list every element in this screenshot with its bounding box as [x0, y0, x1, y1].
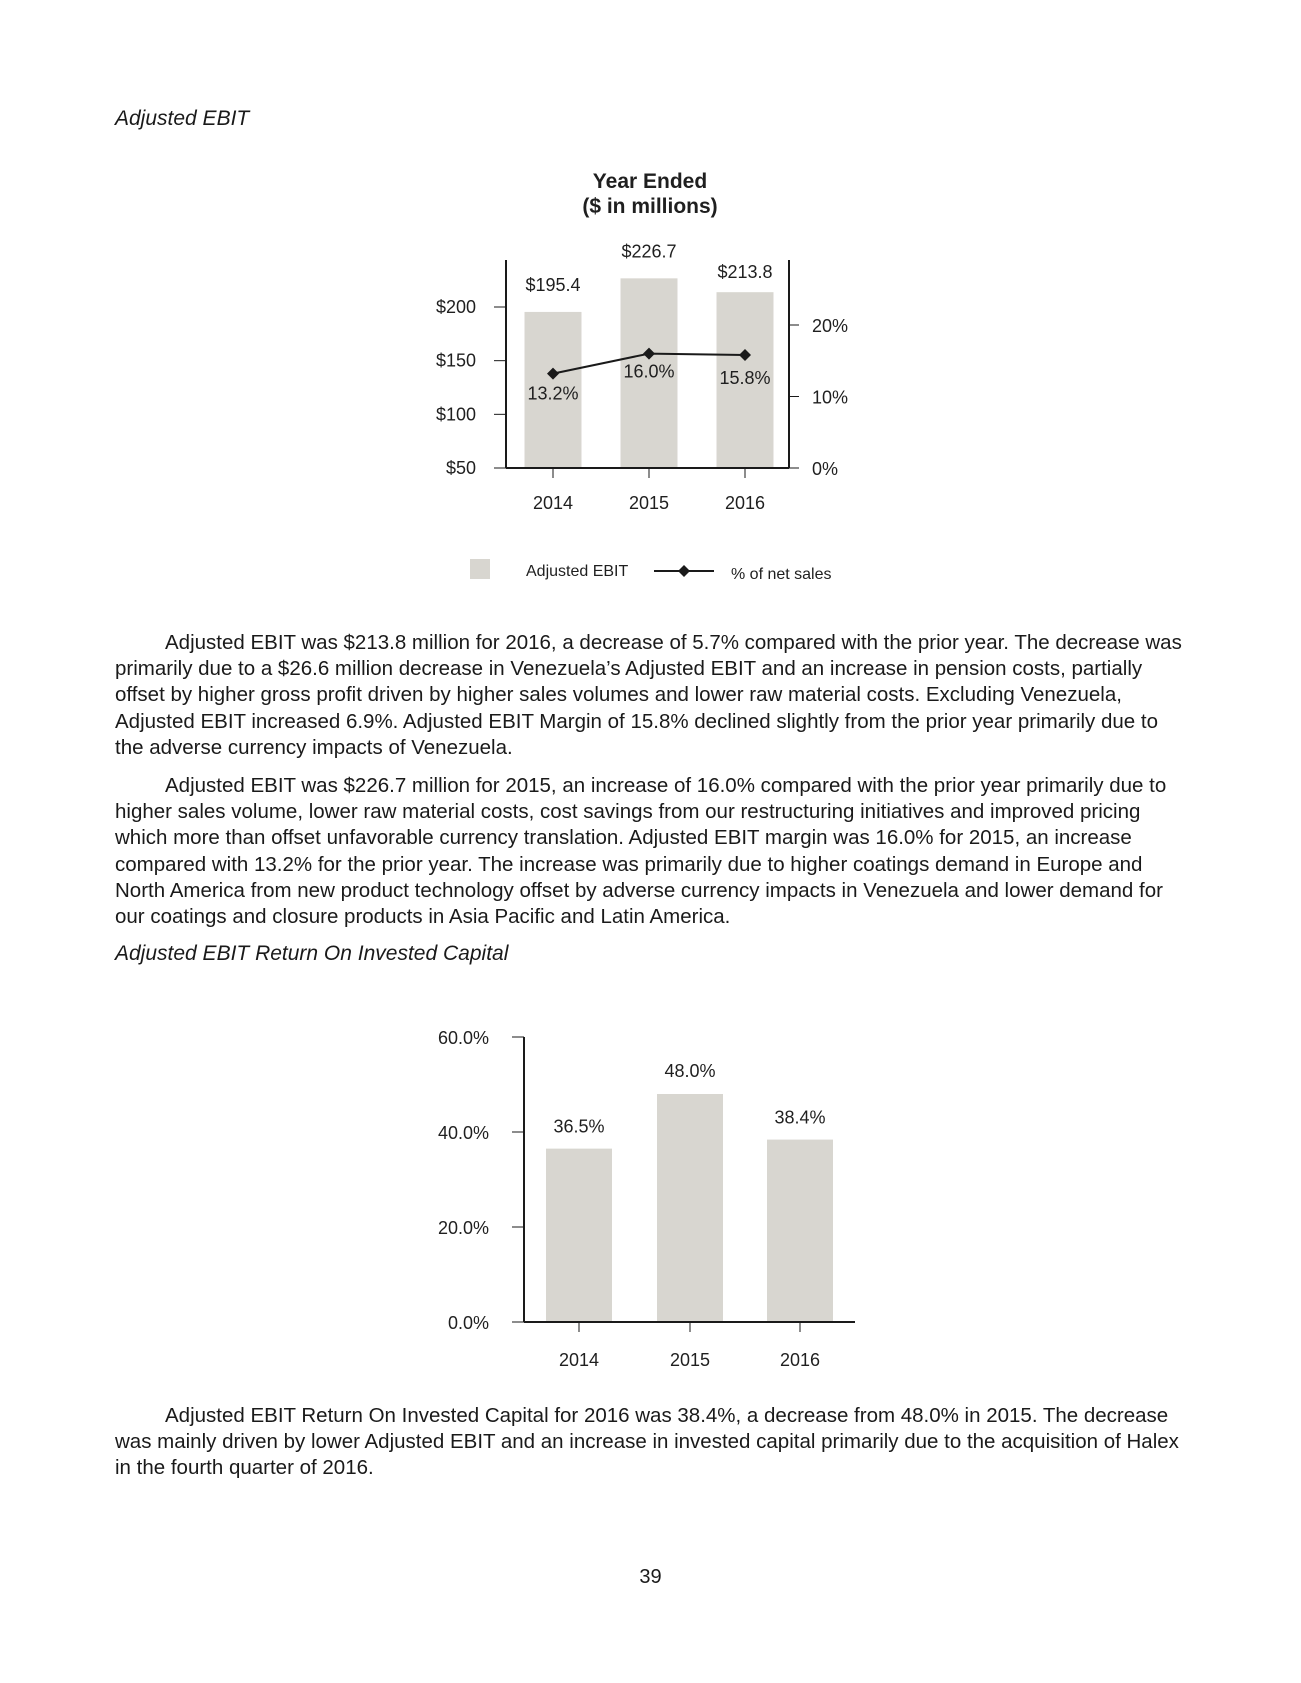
- left-tick-label: $200: [435, 297, 476, 317]
- x-tick-label: 2015: [628, 493, 670, 513]
- roic-bar-data-label: 36.5%: [553, 1116, 605, 1137]
- roic-x-tick-label: 2014: [558, 1350, 600, 1370]
- paragraph-ebit-2015: Adjusted EBIT was $226.7 million for 2015, an increase of 16.0% compared with the prior year primarily due to higher sales volume, lower raw material costs, cost savings from our restructuring initiatives and improved pricing which more than offset unfavorable currency translation. Adjusted EBIT margin was 16.0% for 2015, an increase compared with 13.2% for the prior year. The increase was primarily due to higher coatings demand in Europe and North America from new product technology offset by adverse currency impacts in Venezuela and lower demand for our coatings and closure products in Asia Pacific and Latin America.: [115, 774, 1167, 929]
- roic-y-tick-label: 20.0%: [437, 1218, 489, 1238]
- roic-y-tick-label: 40.0%: [437, 1123, 489, 1143]
- roic-bar-2015: [657, 1094, 723, 1322]
- page-number: 39: [639, 1566, 662, 1588]
- legend-bar-swatch: [470, 559, 490, 579]
- chart-title-line: ($ in millions): [582, 195, 718, 218]
- percent-data-label: 15.8%: [719, 368, 771, 389]
- legend-label-adjusted-ebit: Adjusted EBIT: [526, 563, 629, 580]
- roic-bar-2014: [546, 1149, 612, 1322]
- legend-marker-swatch: [678, 565, 690, 577]
- adjusted-ebit-chart: [0, 150, 1301, 590]
- bar-data-label: $213.8: [717, 262, 773, 283]
- right-tick-label: 20%: [812, 316, 849, 336]
- roic-x-tick-label: 2015: [669, 1350, 711, 1370]
- left-tick-label: $50: [445, 458, 476, 478]
- left-tick-label: $150: [435, 350, 476, 371]
- percent-data-label: 13.2%: [527, 383, 579, 404]
- left-tick-label: $100: [435, 404, 476, 425]
- roic-y-tick-label: 0.0%: [447, 1313, 489, 1333]
- right-tick-label: 0%: [812, 459, 839, 479]
- right-tick-label: 10%: [812, 387, 849, 408]
- roic-bar-data-label: 38.4%: [774, 1107, 826, 1128]
- section-heading-roic: Adjusted EBIT Return On Invested Capital: [115, 942, 509, 965]
- roic-chart: [0, 1000, 1301, 1370]
- percent-data-label: 16.0%: [623, 361, 675, 382]
- roic-bar-data-label: 48.0%: [664, 1061, 716, 1081]
- legend-label-percent: % of net sales: [731, 566, 832, 583]
- roic-y-tick-label: 60.0%: [437, 1028, 489, 1048]
- bar-data-label: $195.4: [525, 274, 581, 295]
- bar-data-label: $226.7: [621, 241, 677, 262]
- roic-bar-2016: [767, 1140, 833, 1322]
- section-heading-adjusted-ebit: Adjusted EBIT: [115, 107, 250, 130]
- x-tick-label: 2016: [724, 493, 766, 513]
- paragraph-ebit-2016: Adjusted EBIT was $213.8 million for 2016, a decrease of 5.7% compared with the prior year. The decrease was primarily due to a $26.6 million decrease in Venezuela’s Adjusted EBIT and an increase in pension costs, partially offset by higher gross profit driven by higher sales volumes and lower raw material costs. Excluding Venezuela, Adjusted EBIT increased 6.9%. Adjusted EBIT Margin of 15.8% declined slightly from the prior year primarily due to the adverse currency impacts of Venezuela.: [115, 631, 1182, 759]
- paragraph-roic-2016: Adjusted EBIT Return On Invested Capital for 2016 was 38.4%, a decrease from 48.0% in 2015. The decrease was mainly driven by lower Adjusted EBIT and an increase in invested capital primarily due to the acquisition of Halex in the fourth quarter of 2016.: [115, 1404, 1179, 1480]
- roic-x-tick-label: 2016: [779, 1350, 821, 1370]
- chart-title-line: Year Ended: [592, 170, 708, 193]
- x-tick-label: 2014: [532, 493, 574, 513]
